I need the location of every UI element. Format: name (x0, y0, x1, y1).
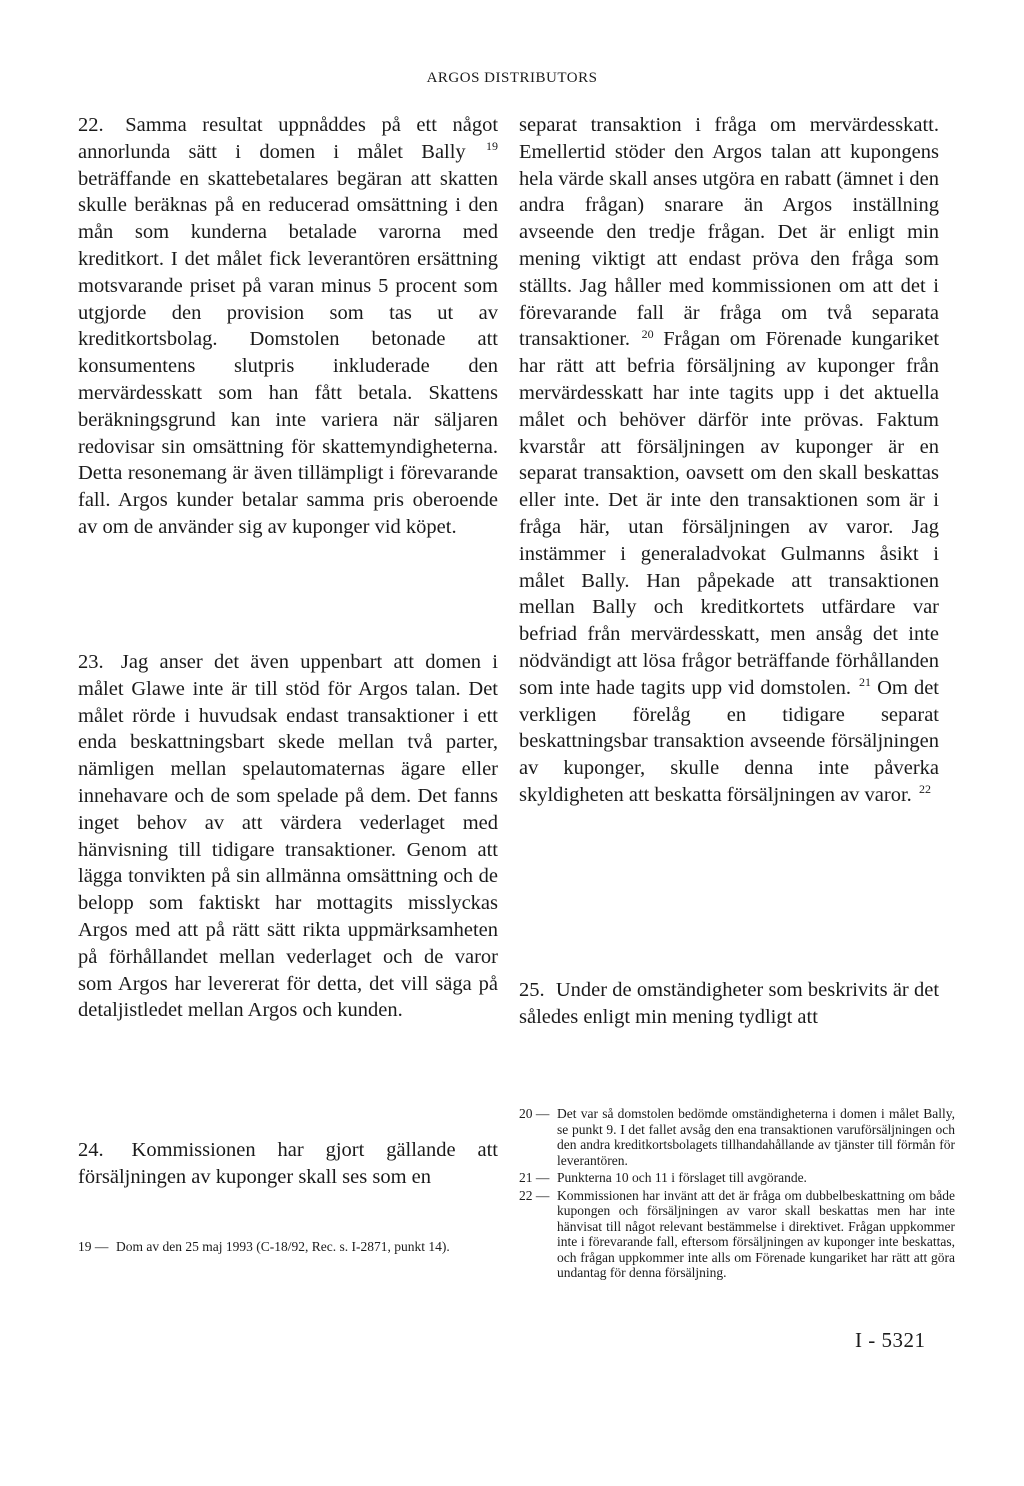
paragraph-text: Om det verkligen förelåg en tidigare separat beskattningsbar transaktion avseende försäljningen av kuponger, skulle denna inte påverka skyldigheten att beskatta försäljningen av varor. (519, 676, 939, 806)
paragraph-23 (78, 649, 498, 1024)
right-column (519, 112, 939, 809)
paragraph-number: 24. (78, 1139, 104, 1161)
paragraph-text: beträffande en skattebetalares begäran att skatten skulle beräknas på en reducerad omsättning i den mån som kunderna betalade varorna med kreditkort. I det målet fick leverantören ersättning motsvarande priset på varan minus 5 procent som utgjorde den provision som tas ut av kreditkortsbolag. Domstolen betonade att konsumentens slutpris inkluderade den mervärdesskatt som han fått betala. Skattens beräkningsgrund kan inte variera när säljaren redovisar sin omsättning för skattemyndigheterna. Detta resonemang är även tillämpligt i förevarande fall. Argos kunder betalar samma pris oberoende av om de använder sig av kuponger vid köpet. (78, 167, 498, 538)
paragraph-number: 23. (78, 651, 104, 673)
footnote-text: Det var så domstolen bedömde omständigheterna i domen i målet Bally, se punkt 9. I det fallet avsåg den ena transaktionen varuförsäljningen och den andra kreditkortsbolagets tillhandahållande av tjänster till förmån för leverantören. (557, 1106, 955, 1168)
footnote-ref: 21 (859, 674, 872, 689)
footnotes-right (519, 1106, 955, 1283)
page-number: I - 5321 (855, 1328, 926, 1352)
footnote-20 (519, 1106, 955, 1168)
footnote-number: 21 — (519, 1170, 550, 1185)
left-column-p24 (78, 1137, 498, 1191)
footnote-text: Punkterna 10 och 11 i förslaget till avgörande. (557, 1170, 807, 1185)
left-column (78, 112, 498, 541)
footnote-number: 19 — (78, 1239, 109, 1254)
footnote-number: 22 — (519, 1187, 550, 1203)
footnotes-left (78, 1238, 498, 1257)
paragraph-text: Frågan om Förenade kungariket har rätt att befria försäljning av kuponger från mervärdesskatt har inte tagits upp i det aktuella målet och behöver därför inte prövas. Faktum kvarstår att försäljningen av kuponger är en separat transaktion, oavsett om den skall beskattas eller inte. Det är inte den transaktionen som är i fråga här, utan försäljningen av varor. Jag instämmer i generaladvokat Gulmanns åsikt i målet Bally. Han påpekade att transaktionen mellan Bally och kreditkortets utfärdare var befriad från mervärdesskatt, men ansåg det inte nödvändigt att lösa frågor beträffande förhållanden som inte hade tagits upp vid domstolen. (519, 328, 940, 699)
paragraph-text: Kommissionen har gjort gällande att försäljningen av kuponger skall ses som en (78, 1139, 499, 1188)
footnote-ref: 22 (918, 782, 931, 797)
paragraph-text: separat transaktion i fråga om mervärdesskatt. Emellertid stöder den Argos talan att kupongens hela värde skall anses utgöra en rabatt (ämnet i den andra frågan) snarare än Argos inställning avseende den tredje frågan. Det är enligt min mening viktigt att endast pröva den fråga som ställts. Jag håller med kommissionen om att det i förevarande fall är fråga om två separata transaktioner. (519, 114, 939, 351)
left-column-p23 (78, 649, 498, 1024)
paragraph-24 (78, 1137, 498, 1191)
paragraph-25 (519, 977, 939, 1031)
right-column-p25 (519, 977, 939, 1031)
footnote-number: 20 — (519, 1106, 550, 1121)
paragraph-24-continued (519, 112, 939, 809)
paragraph-text: Samma resultat uppnåddes på ett något annorlunda sätt i domen i målet Bally (78, 114, 499, 163)
footnote-ref: 19 (486, 138, 498, 153)
paragraph-text: Under de omständigheter som beskrivits är det således enligt min mening tydligt att (519, 979, 940, 1028)
paragraph-number: 25. (519, 979, 545, 1001)
footnote-ref: 20 (641, 326, 654, 341)
paragraph-text: Jag anser det även uppenbart att domen i målet Glawe inte är till stöd för Argos talan. Det målet rörde i huvudsak endast transaktioner i ett enda beskattningsbart skede mellan två parter, nämligen mellan spelautomaternas ägare eller innehavare och de som spelade på dem. Det fanns inget behov av att värdera vederlaget med hänvisning till tidigare transaktioner. Genom att lägga tonvikten på sin allmänna omsättning och de belopp som faktiskt har mottagits misslyckas Argos med att på rätt sätt rikta uppmärksamheten på förhållandet mellan vederlaget och de varor som Argos har levererat för detta, det vill säga på detaljistledet mellan Argos och kunden. (78, 651, 498, 1022)
running-head: ARGOS DISTRIBUTORS (426, 70, 598, 86)
paragraph-22 (78, 112, 498, 541)
footnote-21 (519, 1170, 955, 1186)
footnote-19 (78, 1238, 498, 1255)
paragraph-number: 22. (78, 114, 104, 136)
footnote-text: Kommissionen har invänt att det är fråga om dubbelbeskattning om både kupongen och försäljningen av varor skall beskattas men har inte hänvisat till något relevant bestämmelse i direktivet. Frågan uppkommer inte i förevarande fall, eftersom försäljningen av kuponger inte beskattas, och frågan uppkommer inte alls om Förenade kungariket har rätt att göra undantag för denna försäljning. (557, 1187, 955, 1280)
footnote-22 (519, 1188, 955, 1281)
footnote-text: Dom av den 25 maj 1993 (C-18/92, Rec. s. I-2871, punkt 14). (116, 1239, 450, 1254)
